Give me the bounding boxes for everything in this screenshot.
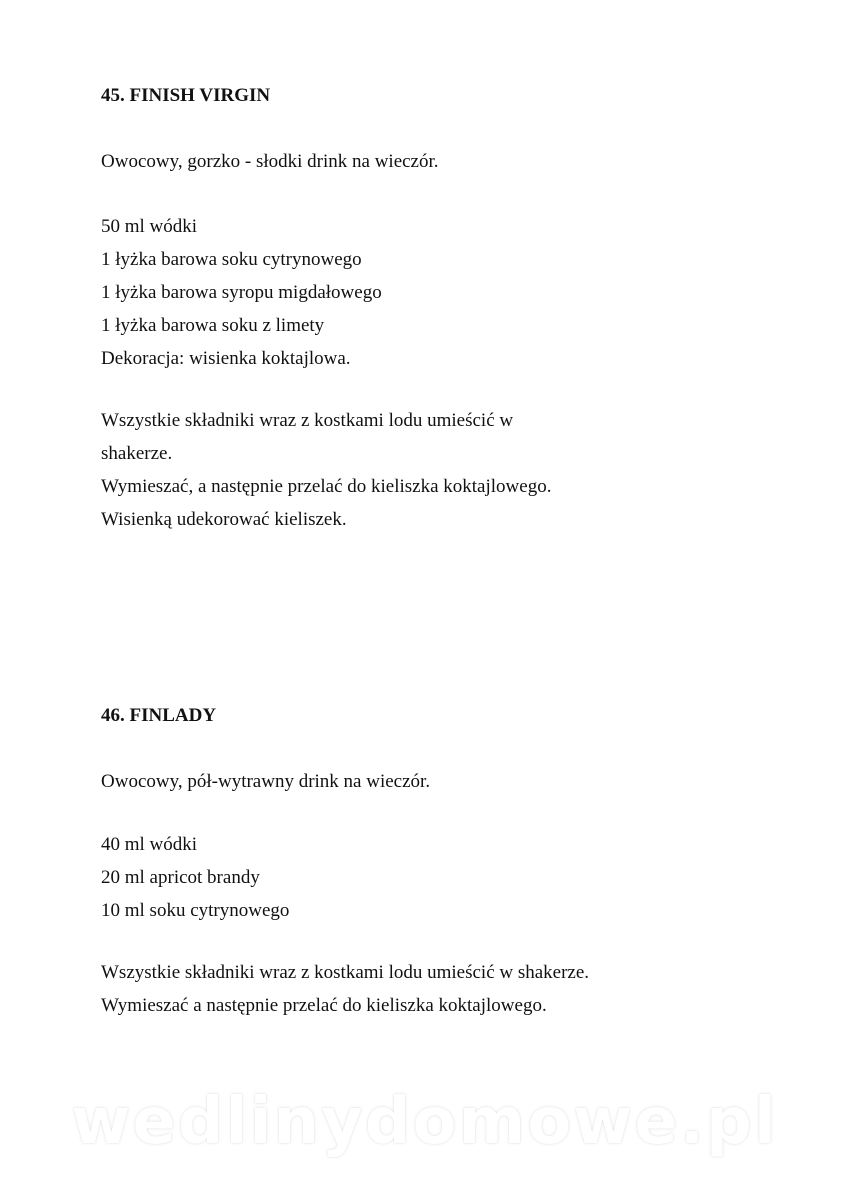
recipe-45-ingredients <box>101 210 801 375</box>
recipe-46-instructions <box>101 956 801 1022</box>
ingredient-item: Dekoracja: wisienka koktajlowa. <box>101 348 351 369</box>
instruction-line: Wisienką udekorować kieliszek. <box>101 509 347 530</box>
recipe-title: 46. FINLADY <box>101 705 217 726</box>
instruction-line: Wszystkie składniki wraz z kostkami lodu umieścić w <box>101 410 514 431</box>
recipe-45 <box>101 84 801 108</box>
ingredient-item: 40 ml wódki <box>101 834 198 855</box>
watermark: wedlinydomowe.pl <box>71 1085 778 1159</box>
recipe-description: Owocowy, gorzko - słodki drink na wieczór. <box>101 151 439 172</box>
ingredient-item: 10 ml soku cytrynowego <box>101 900 290 921</box>
instruction-line: Wymieszać, a następnie przelać do kieliszka koktajlowego. <box>101 476 552 497</box>
ingredient-item: 1 łyżka barowa soku z limety <box>101 315 325 336</box>
instruction-line: shakerze. <box>101 443 173 464</box>
ingredient-item: 1 łyżka barowa syropu migdałowego <box>101 282 382 303</box>
recipe-46-description <box>101 765 801 798</box>
ingredient-item: 1 łyżka barowa soku cytrynowego <box>101 249 362 270</box>
recipe-45-description <box>101 145 801 178</box>
instruction-line: Wszystkie składniki wraz z kostkami lodu umieścić w shakerze. <box>101 962 590 983</box>
recipe-46 <box>101 704 801 728</box>
ingredient-item: 50 ml wódki <box>101 216 198 237</box>
recipe-46-ingredients <box>101 828 801 927</box>
recipe-title: 45. FINISH VIRGIN <box>101 85 271 106</box>
recipe-description: Owocowy, pół-wytrawny drink na wieczór. <box>101 771 431 792</box>
instruction-line: Wymieszać a następnie przelać do kieliszka koktajlowego. <box>101 995 547 1016</box>
recipe-45-instructions <box>101 404 801 536</box>
ingredient-item: 20 ml apricot brandy <box>101 867 260 888</box>
